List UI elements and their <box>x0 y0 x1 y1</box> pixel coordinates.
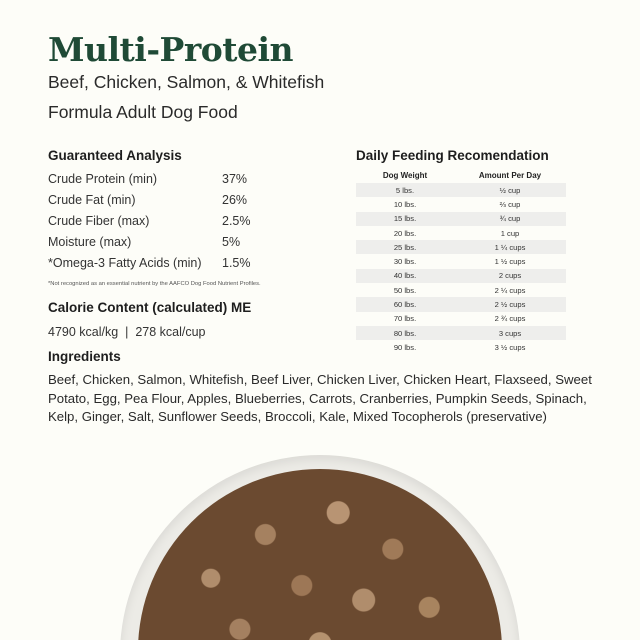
table-row <box>356 183 566 197</box>
table-row <box>356 340 566 354</box>
table-row <box>356 212 566 226</box>
analysis-label: Crude Fat (min) <box>48 193 136 208</box>
table-row <box>356 326 566 340</box>
table-row <box>356 283 566 297</box>
feeding-table <box>356 167 566 355</box>
feeding-heading: Daily Feeding Recomendation <box>356 148 549 163</box>
weight-cell: 15 lbs. <box>356 212 454 226</box>
table-row <box>356 297 566 311</box>
amount-cell: 1 cup <box>500 228 520 238</box>
weight-cell: 80 lbs. <box>356 326 454 340</box>
column-header-amount: Amount Per Day <box>478 170 542 180</box>
analysis-value: 5% <box>222 234 241 249</box>
weight-cell: 20 lbs. <box>393 228 417 238</box>
table-row <box>356 197 566 211</box>
column-header-weight: Dog Weight <box>382 170 428 180</box>
ingredients-text: Beef, Chicken, Salmon, Whitefish, Beef Liver, Chicken Liver, Chicken Heart, Flaxseed, Sweet Potato, Egg, Pea Flour, Apples, Blueberries, Carrots, Cranberries, Pumpkin Seeds, Spinach, Kelp, Ginger, Salt, Sunflower Seeds, Broccoli, Kale, Mixed Tocopherols (preservative) <box>48 372 592 424</box>
table-row <box>356 269 566 283</box>
table-row <box>356 254 566 268</box>
amount-cell: 2 ¾ cups <box>494 314 526 324</box>
amount-cell: 1 ½ cups <box>494 257 526 267</box>
amount-cell: 1 ¼ cups <box>454 240 566 254</box>
weight-cell: 70 lbs. <box>393 314 417 324</box>
analysis-value: 26% <box>222 193 248 208</box>
analysis-row <box>48 211 308 232</box>
weight-cell: 25 lbs. <box>356 240 454 254</box>
kibble <box>138 469 502 640</box>
analysis-label: Crude Protein (min) <box>48 172 158 187</box>
amount-cell: 2 ½ cups <box>454 297 566 311</box>
feeding-recommendation <box>356 148 571 355</box>
analysis-row <box>48 252 308 273</box>
weight-cell: 30 lbs. <box>393 257 417 267</box>
product-subtitle-line2: Formula Adult Dog Food <box>48 102 238 122</box>
product-title: Multi-Protein <box>48 30 294 69</box>
analysis-row <box>48 169 308 190</box>
analysis-label: Crude Fiber (max) <box>48 213 150 228</box>
analysis-label: *Omega-3 Fatty Acids (min) <box>48 255 202 270</box>
guaranteed-analysis <box>48 148 308 273</box>
weight-cell: 10 lbs. <box>393 199 417 209</box>
table-row <box>356 312 566 326</box>
weight-cell: 60 lbs. <box>356 297 454 311</box>
table-row <box>356 226 566 240</box>
calorie-content-heading: Calorie Content (calculated) ME <box>48 300 252 315</box>
analysis-row <box>48 190 308 211</box>
analysis-value: 37% <box>222 172 248 187</box>
amount-cell: 2 ¼ cups <box>494 285 526 295</box>
weight-cell: 90 lbs. <box>393 342 417 352</box>
calorie-content-value: 4790 kcal/kg | 278 kcal/cup <box>48 325 206 339</box>
ingredients-heading: Ingredients <box>48 349 121 364</box>
amount-cell: ¾ cup <box>454 212 566 226</box>
amount-cell: 2 cups <box>454 269 566 283</box>
table-row <box>356 240 566 254</box>
bowl <box>120 455 520 640</box>
analysis-footnote: *Not recognized as an essential nutrient by the AAFCO Dog Food Nutrient Profiles. <box>48 281 261 287</box>
amount-cell: ⅔ cup <box>499 199 521 209</box>
product-subtitle-line1: Beef, Chicken, Salmon, & Whitefish <box>48 72 325 92</box>
weight-cell: 40 lbs. <box>356 269 454 283</box>
amount-cell: 3 cups <box>454 326 566 340</box>
analysis-label: Moisture (max) <box>48 234 132 249</box>
guaranteed-analysis-heading: Guaranteed Analysis <box>48 148 182 163</box>
weight-cell: 50 lbs. <box>393 285 417 295</box>
dog-food-bowl-image <box>120 455 520 640</box>
analysis-value: 1.5% <box>222 255 251 270</box>
analysis-value: 2.5% <box>222 213 251 228</box>
analysis-row <box>48 231 308 252</box>
weight-cell: 5 lbs. <box>356 183 454 197</box>
amount-cell: ½ cup <box>454 183 566 197</box>
amount-cell: 3 ½ cups <box>494 342 526 352</box>
